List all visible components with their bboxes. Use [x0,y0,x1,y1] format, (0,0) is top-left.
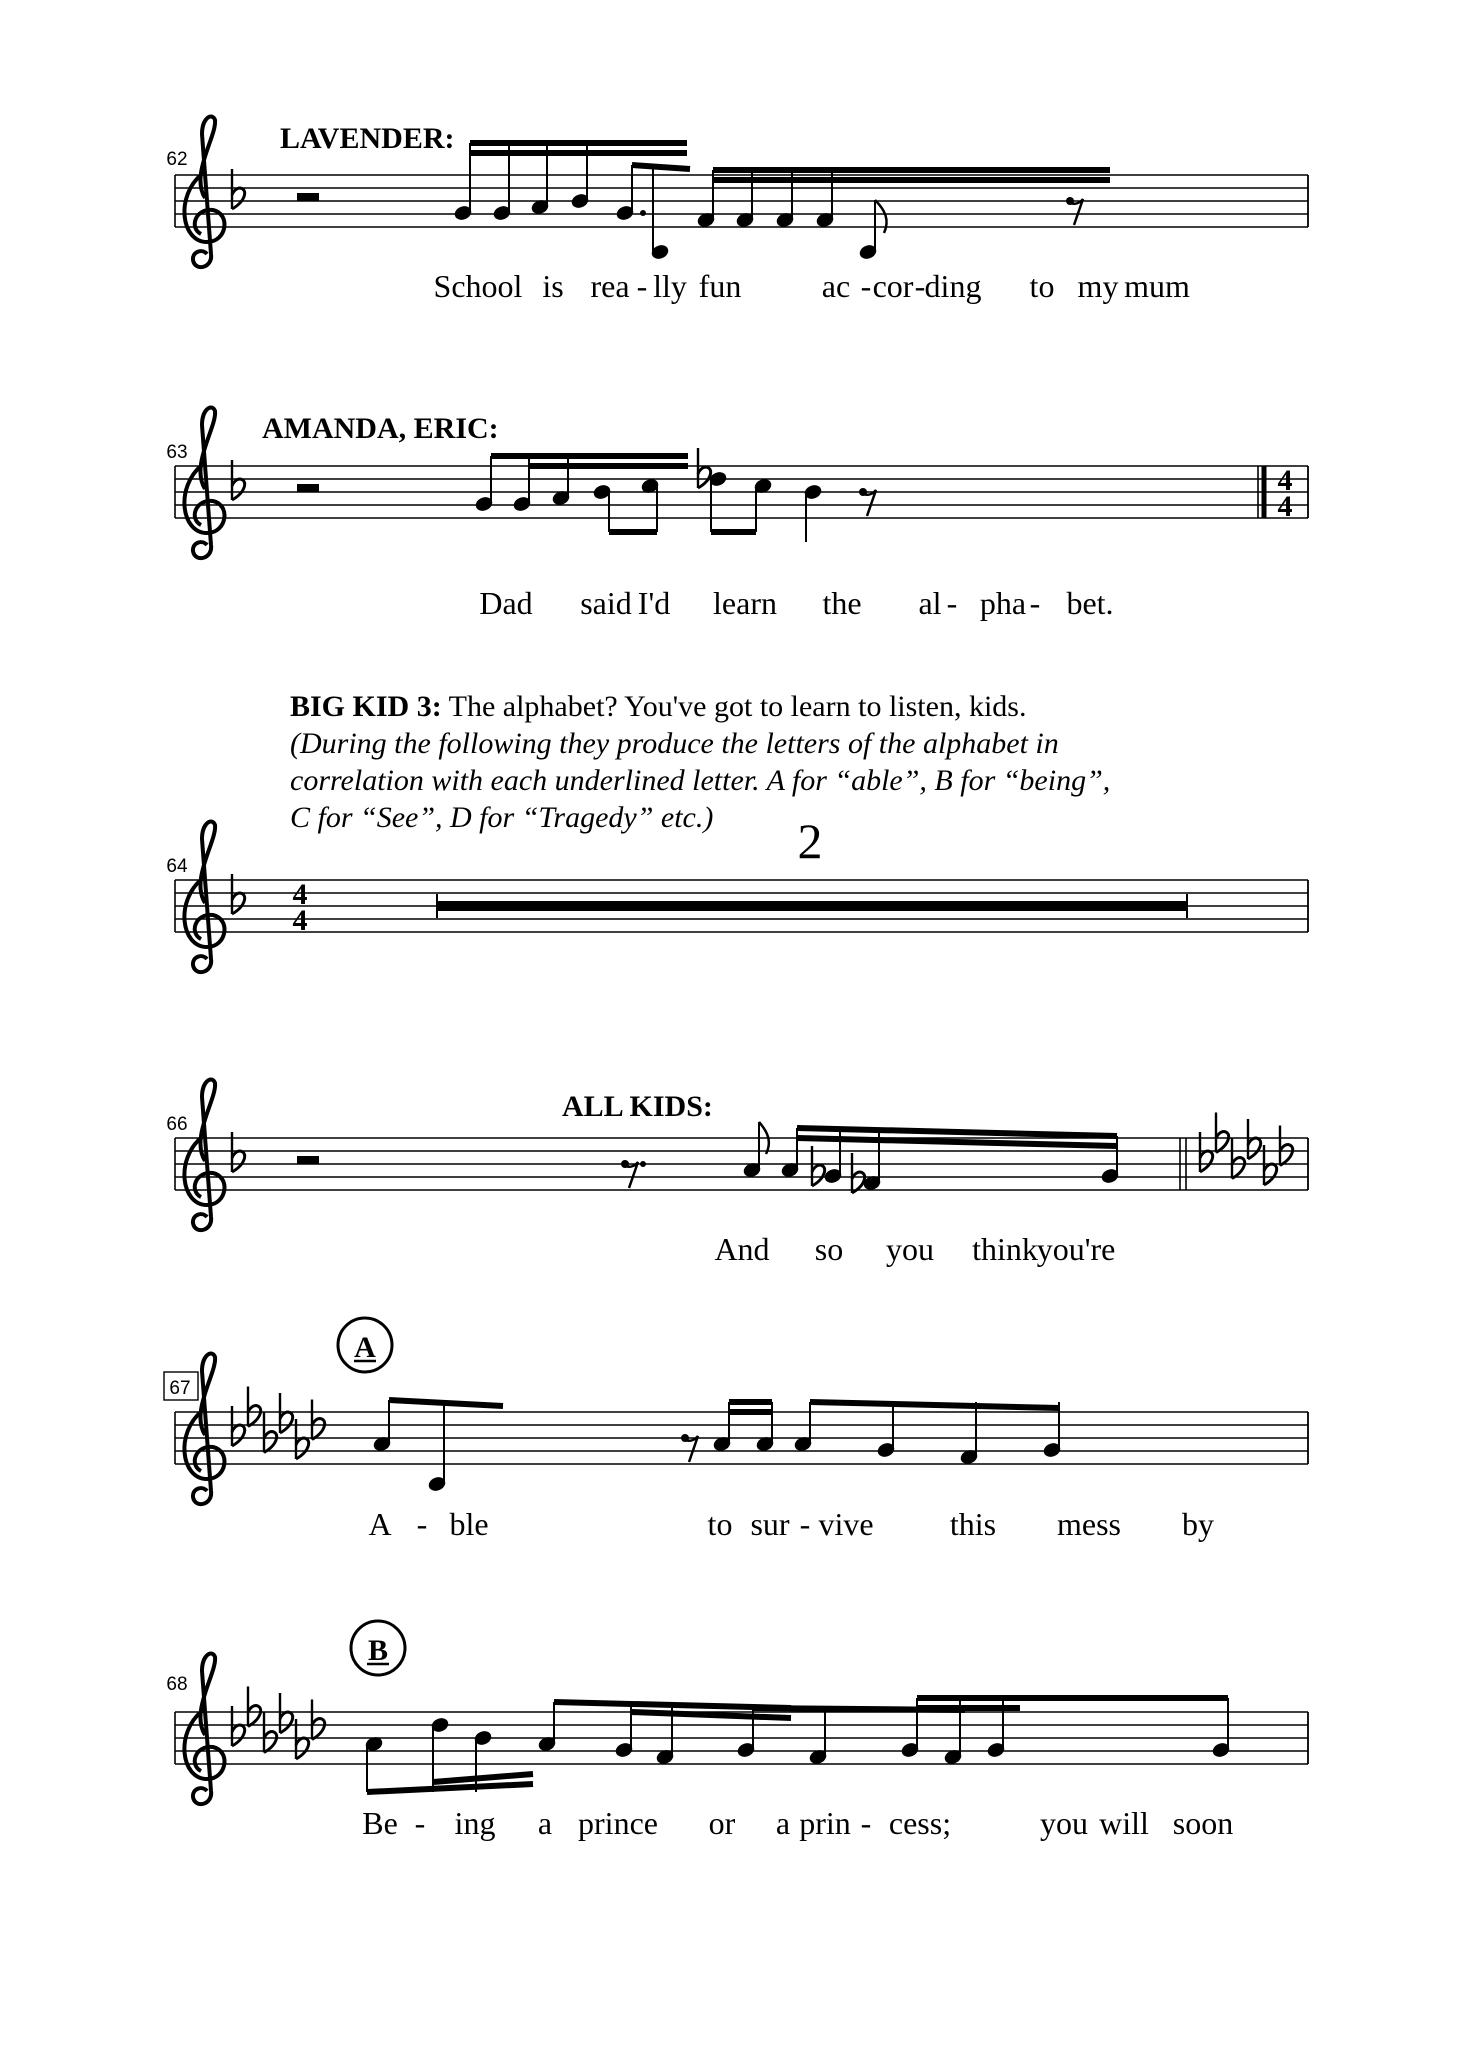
lyric-syllable: I'd [637,585,671,621]
staff-system-63 [166,407,1308,621]
treble-clef-icon [184,116,224,267]
lyric-syllable: cor [872,268,914,304]
flat-icon [248,1687,261,1727]
flat-icon [1216,1113,1229,1153]
note-beam [433,1774,533,1782]
lyric-syllable: you [886,1231,934,1267]
lyric-syllable: this [949,1506,997,1542]
lyric-syllable: rea [590,268,630,304]
lyric-syllable: soon [1172,1805,1234,1841]
multirest-count: 2 [797,813,823,869]
rehearsal-mark: A [354,1331,376,1364]
lyric-syllable: to [707,1506,733,1542]
time-sig-number: 4 [1277,464,1293,497]
lyric-syllable: prin [799,1805,851,1841]
lyric-syllable: learn [713,585,777,621]
speaker-label: ALL KIDS: [562,1090,713,1123]
flat-icon [312,1700,325,1740]
multimeasure-rest [437,901,1187,911]
flat-icon [1248,1119,1261,1159]
lyric-syllable: pha [979,585,1027,621]
flat-icon [264,1413,277,1453]
lyric-syllable: think [972,1231,1038,1267]
lyric-syllable: mess [1057,1506,1121,1542]
lyric-syllable: ing [454,1805,496,1841]
measure-number: 62 [166,149,188,170]
lyric-syllable: - [416,1506,428,1542]
note-flag [875,200,887,233]
lyric-syllable: ble [449,1506,489,1542]
dialogue-block [290,688,1290,836]
rehearsal-mark: B [367,1634,389,1667]
lyric-syllable: - [860,268,872,304]
lyric-syllable: will [1099,1805,1149,1841]
half-rest [297,484,319,492]
time-sig-number: 4 [292,904,308,937]
measure-number: 64 [166,856,188,877]
lyric-syllable: ac [821,268,851,304]
lyric-syllable: - [636,268,648,304]
flat-icon [1232,1139,1245,1179]
dialogue-speaker: BIG KID 3: [290,690,442,723]
flat-icon [1280,1126,1293,1166]
lyric-syllable: you're [1036,1231,1116,1267]
lyric-syllable: - [799,1506,811,1542]
staff-system-66 [166,1079,1308,1267]
lyric-syllable: - [946,585,958,621]
time-sig-number: 4 [292,878,308,911]
half-rest [297,193,319,201]
stage-direction-1: (During the following they produce the letters of the alphabet in [290,727,1059,760]
lyric-syllable: so [814,1231,844,1267]
flat-icon [248,1387,261,1427]
staff-system-64 [166,813,1308,972]
lyric-syllable: - [914,268,926,304]
dot [640,1161,646,1167]
flat-icon [812,1146,825,1186]
measure-number: 63 [166,442,188,463]
flat-icon [852,1153,865,1193]
lyric-syllable: the [822,585,862,621]
treble-clef-icon [184,821,224,972]
lyric-syllable: Dad [479,585,533,621]
lyric-syllable: Be [362,1805,398,1841]
note-beam [797,1128,1117,1136]
lyric-syllable: by [1182,1506,1214,1542]
lyric-syllable: - [860,1805,872,1841]
stage-direction-3: C for “See”, D for “Tragedy” etc.) [290,801,714,834]
half-rest [297,1156,319,1164]
stage-direction-2: correlation with each underlined letter. A for “able”, B for “being”, [290,764,1111,797]
note-beam [631,1712,791,1718]
lyric-syllable: mum [1124,268,1190,304]
lyric-syllable: cess; [888,1805,952,1841]
lyric-syllable: sur [750,1506,790,1542]
staff-system-62 [166,116,1308,304]
lyric-syllable: prince [578,1805,658,1841]
lyric-syllable: a [537,1805,553,1841]
flat-icon [698,448,711,488]
note-beam [632,165,690,169]
flat-icon [264,1713,277,1753]
treble-clef-icon [184,1353,224,1504]
lyric-syllable: - [1029,585,1041,621]
flat-icon [312,1400,325,1440]
lyric-syllable: School [433,268,523,304]
lyric-syllable: fun [698,268,742,304]
lyric-syllable: - [414,1805,426,1841]
time-sig-number: 4 [1277,490,1293,523]
speaker-label: LAVENDER: [280,122,455,155]
lyric-syllable: lly [653,268,687,304]
note-beam [367,1784,533,1792]
measure-number: 68 [166,1674,188,1695]
note-beam [797,1138,1117,1146]
lyric-syllable: al [918,585,942,621]
dialogue-line: The alphabet? You've got to learn to listen, kids. [441,690,1027,723]
lyric-syllable: or [708,1805,736,1841]
staff-system-68 [166,1621,1308,1841]
lyric-syllable: my [1077,268,1119,304]
treble-clef-icon [184,1653,224,1804]
flat-icon [280,1393,293,1433]
lyric-syllable: said [580,585,632,621]
note-beam [810,1402,1059,1408]
lyric-syllable: A [368,1506,392,1542]
lyric-syllable: And [714,1231,770,1267]
note-beam [389,1400,503,1406]
treble-clef-icon [184,1079,224,1230]
measure-number: 66 [166,1114,188,1135]
lyric-syllable: to [1029,268,1055,304]
lyric-syllable: bet. [1066,585,1114,621]
measure-number: 67 [169,1378,191,1399]
lyric-syllable: you [1040,1805,1088,1841]
lyric-syllable: a [775,1805,791,1841]
flat-icon [280,1693,293,1733]
dot [640,210,646,216]
lyric-syllable: ding [924,268,982,304]
speaker-label: AMANDA, ERIC: [262,412,499,445]
lyric-syllable: is [542,268,564,304]
treble-clef-icon [184,407,224,558]
lyric-syllable: vive [818,1506,874,1542]
staff-system-67 [164,1318,1308,1542]
